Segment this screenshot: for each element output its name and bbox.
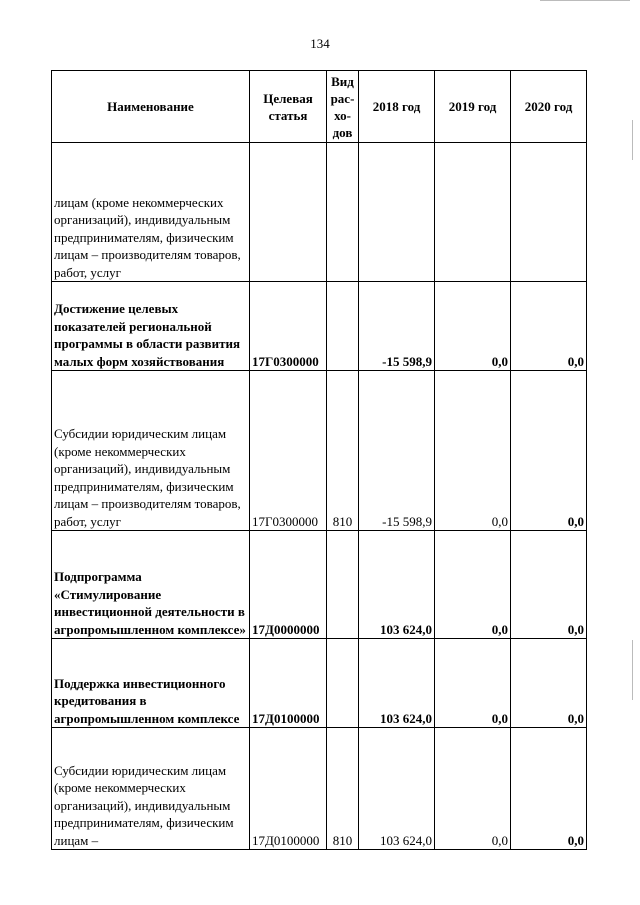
- row-value-2020: [511, 143, 587, 282]
- table-row: [52, 143, 587, 282]
- row-expense-type: [327, 639, 359, 728]
- row-value-2018: 103 624,0: [359, 639, 435, 728]
- row-target-article: [250, 143, 327, 282]
- row-value-2018: 103 624,0: [359, 728, 435, 850]
- row-target-article: 17Д0100000: [250, 728, 327, 850]
- row-name: Достижение целевых показателей региональной программы в области развития малых форм хозяйствования: [52, 282, 250, 371]
- column-header-2020: 2020 год: [511, 71, 587, 143]
- table-row: [52, 531, 587, 639]
- row-target-article: 17Д0100000: [250, 639, 327, 728]
- scan-edge-mark: [540, 0, 630, 1]
- row-value-2020: 0,0: [511, 282, 587, 371]
- row-value-2019: [435, 143, 511, 282]
- table-row: [52, 371, 587, 531]
- row-value-2020: 0,0: [511, 531, 587, 639]
- row-name: Субсидии юридическим лицам (кроме некоммерческих организаций), индивидуальным предпринимателям, физическим лицам – производителям товаров, работ, услуг: [52, 371, 250, 531]
- row-value-2019: 0,0: [435, 371, 511, 531]
- row-target-article: 17Г0300000: [250, 282, 327, 371]
- budget-table: [51, 70, 587, 850]
- row-name: Субсидии юридическим лицам (кроме некоммерческих организаций), индивидуальным предпринимателям, физическим лицам –: [52, 728, 250, 850]
- row-value-2019: 0,0: [435, 531, 511, 639]
- row-value-2019: 0,0: [435, 728, 511, 850]
- row-value-2018: 103 624,0: [359, 531, 435, 639]
- column-header-target-article: Целевая статья: [250, 71, 327, 143]
- page-number: 134: [310, 36, 330, 51]
- table-row: [52, 639, 587, 728]
- row-target-article: 17Г0300000: [250, 371, 327, 531]
- row-name: Поддержка инвестиционного кредитования в агропромышленном комплексе: [52, 639, 250, 728]
- row-value-2019: 0,0: [435, 282, 511, 371]
- scan-edge-mark: [632, 120, 633, 160]
- table-header-row: [52, 71, 587, 143]
- row-value-2018: [359, 143, 435, 282]
- column-header-2018: 2018 год: [359, 71, 435, 143]
- row-target-article: 17Д0000000: [250, 531, 327, 639]
- column-header-2019: 2019 год: [435, 71, 511, 143]
- column-header-expense-type: Вид рас-хо-дов: [327, 71, 359, 143]
- row-expense-type: [327, 531, 359, 639]
- row-name: лицам (кроме некоммерческих организаций), индивидуальным предпринимателям, физическим лицам – производителям товаров, работ, услуг: [52, 143, 250, 282]
- row-expense-type: [327, 282, 359, 371]
- row-value-2018: -15 598,9: [359, 371, 435, 531]
- row-value-2020: 0,0: [511, 728, 587, 850]
- row-value-2019: 0,0: [435, 639, 511, 728]
- column-header-name: Наименование: [52, 71, 250, 143]
- row-expense-type: 810: [327, 371, 359, 531]
- row-expense-type: [327, 143, 359, 282]
- table-row: [52, 282, 587, 371]
- row-name: Подпрограмма «Стимулирование инвестиционной деятельности в агропромышленном комплексе»: [52, 531, 250, 639]
- row-value-2018: -15 598,9: [359, 282, 435, 371]
- row-value-2020: 0,0: [511, 371, 587, 531]
- table-row: [52, 728, 587, 850]
- row-value-2020: 0,0: [511, 639, 587, 728]
- scan-edge-mark: [632, 640, 633, 700]
- row-expense-type: 810: [327, 728, 359, 850]
